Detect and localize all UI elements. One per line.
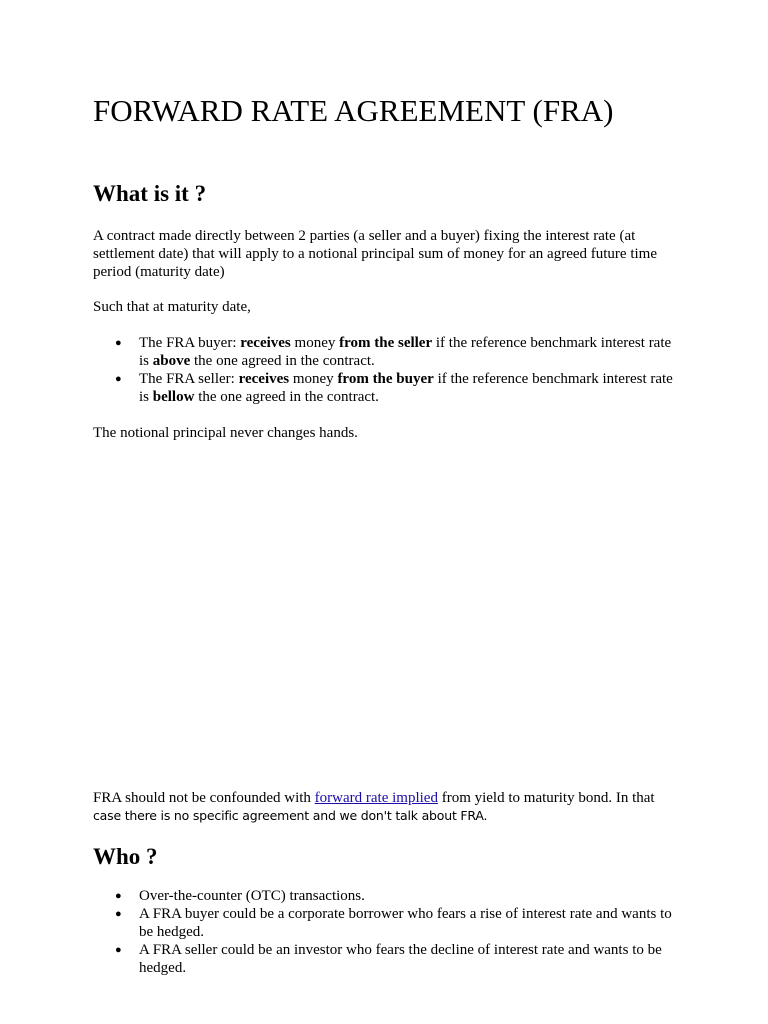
- heading-what-is-it: What is it ?: [93, 181, 207, 206]
- definition-paragraph: A contract made directly between 2 parties (a seller and a buyer) fixing the interest rate (at settlement date) that will apply to a notional principal sum of money for an agreed future time period (maturity date): [93, 228, 657, 280]
- list-item-otc: ● Over-the-counter (OTC) transactions.: [115, 888, 365, 904]
- bullet-icon: ●: [115, 890, 122, 902]
- forward-rate-implied-link[interactable]: forward rate implied: [314, 790, 438, 806]
- emphasis-receives: receives: [240, 335, 291, 351]
- list-item-buyer: ● The FRA buyer: receives money from the seller if the reference benchmark interest rate is above the one agreed in the contract.: [115, 335, 672, 369]
- settlement-list: [93, 334, 683, 406]
- emphasis-from-buyer: from the buyer: [337, 371, 434, 387]
- bullet-icon: ●: [115, 908, 122, 920]
- bullet-icon: ●: [115, 337, 122, 349]
- bullet-icon: ●: [115, 373, 122, 385]
- maturity-intro-paragraph: Such that at maturity date,: [93, 299, 251, 315]
- emphasis-above: above: [152, 353, 191, 369]
- who-list: [93, 887, 683, 977]
- bullet-icon: ●: [115, 944, 122, 956]
- emphasis-from-seller: from the seller: [339, 335, 433, 351]
- list-item-seller: ● The FRA seller: receives money from the buyer if the reference benchmark interest rate is bellow the one agreed in the contract.: [115, 371, 673, 405]
- emphasis-receives: receives: [238, 371, 290, 387]
- forward-rate-note-paragraph: FRA should not be confounded with forward rate implied from yield to maturity bond. In that case there is no specific agreement and we don't talk about FRA.: [93, 790, 655, 823]
- heading-who: Who ?: [93, 844, 158, 869]
- list-item-seller-profile: ● A FRA seller could be an investor who fears the decline of interest rate and wants to be hedged.: [115, 942, 662, 976]
- document-title: FORWARD RATE AGREEMENT (FRA): [93, 93, 614, 128]
- notional-principal-paragraph: The notional principal never changes hands.: [93, 425, 358, 441]
- no-agreement-line: case there is no specific agreement and we don't talk about FRA.: [93, 808, 488, 823]
- emphasis-bellow: bellow: [152, 389, 195, 405]
- list-item-buyer-profile: ● A FRA buyer could be a corporate borrower who fears a rise of interest rate and wants to be hedged.: [115, 906, 672, 940]
